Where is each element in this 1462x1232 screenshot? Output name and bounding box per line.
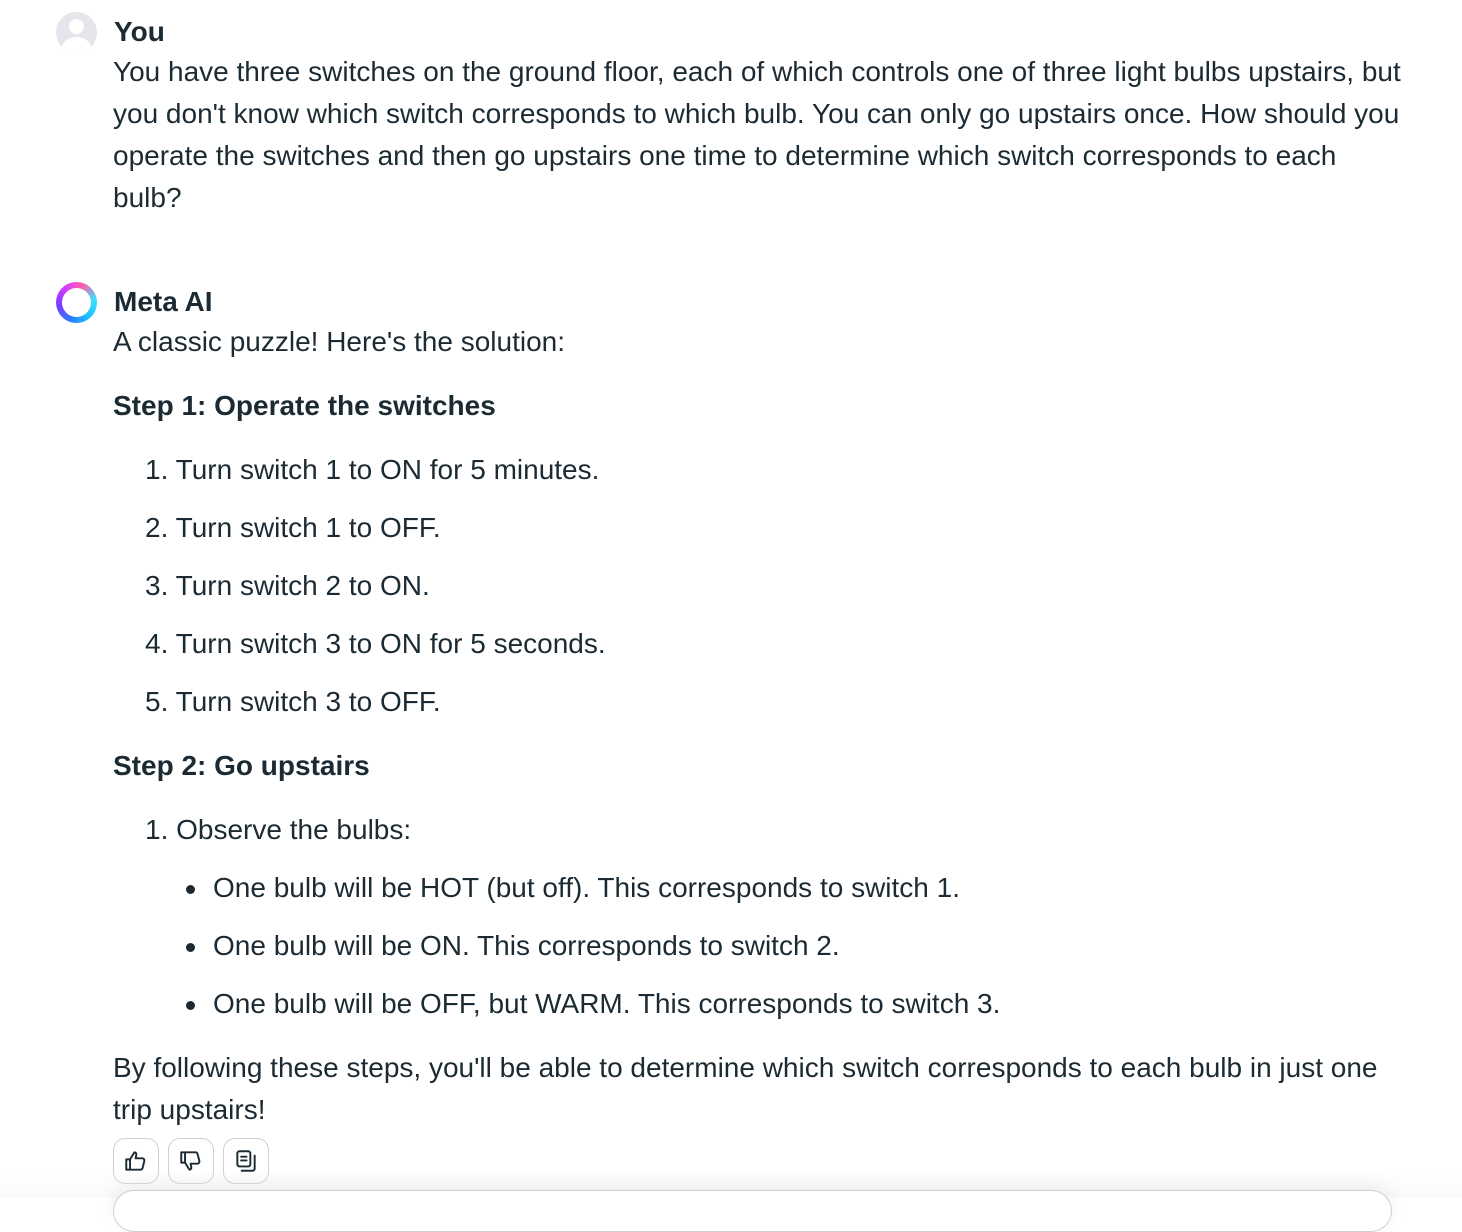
step1-item-4: 4. Turn switch 3 to ON for 5 seconds. (145, 628, 606, 659)
step2-heading: Step 2: Go upstairs (113, 750, 370, 781)
bullet-item-1 (213, 867, 960, 909)
bullet-item-2 (213, 925, 840, 967)
step1-item-5: 5. Turn switch 3 to OFF. (145, 686, 441, 717)
step1-item-2: 2. Turn switch 1 to OFF. (145, 512, 441, 543)
bullet-text-3: One bulb will be OFF, but WARM. This corresponds to switch 3. (213, 988, 1001, 1019)
step1-item-1: 1. Turn switch 1 to ON for 5 minutes. (145, 454, 600, 485)
meta-ai-avatar (56, 282, 97, 323)
message-composer[interactable] (113, 1190, 1392, 1232)
user-message (56, 0, 1422, 230)
ai-intro-text: A classic puzzle! Here's the solution: (113, 326, 566, 357)
step2-item-1: 1. Observe the bulbs: (145, 814, 412, 845)
bullet-dot (186, 1001, 195, 1010)
bullet-text-1: One bulb will be HOT (but off). This corresponds to switch 1. (213, 872, 961, 903)
user-message-text: You have three switches on the ground floor, each of which controls one of three light bulbs upstairs, but you don't know which switch corresponds to which bulb. You can only go upstairs once. How should you operate the switches and then go upstairs one time to determine which switch corresponds to each bulb? (113, 56, 1401, 213)
bullet-text-2: One bulb will be ON. This corresponds to switch 2. (213, 930, 840, 961)
ai-conclusion-text: By following these steps, you'll be able to determine which switch corresponds to each bulb in just one trip upstairs! (113, 1052, 1378, 1125)
user-author-name: You (114, 16, 165, 47)
bullet-dot (186, 943, 195, 952)
user-avatar (56, 12, 97, 53)
bullet-item-3 (213, 983, 1000, 1025)
ai-message (56, 270, 1422, 1150)
step1-item-3: 3. Turn switch 2 to ON. (145, 570, 430, 601)
ai-author-name: Meta AI (114, 286, 213, 317)
bullet-dot (186, 885, 195, 894)
step1-heading: Step 1: Operate the switches (113, 390, 496, 421)
